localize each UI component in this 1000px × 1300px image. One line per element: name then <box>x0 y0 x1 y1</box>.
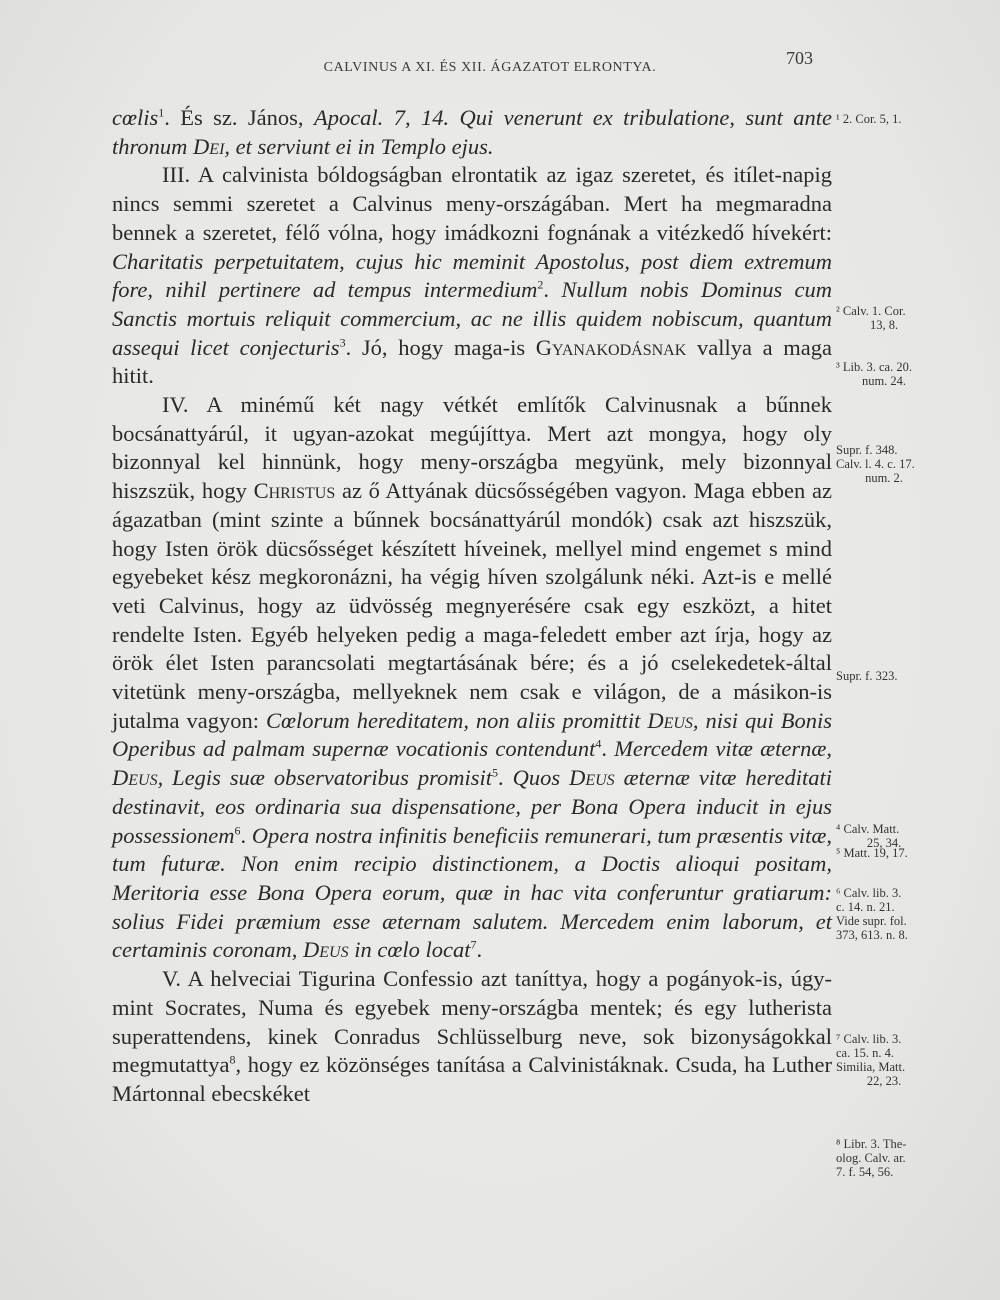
margin-note-line: 7. f. 54, 56. <box>836 1165 894 1179</box>
margin-note-line: ⁵ Matt. 19, 17. <box>836 846 908 860</box>
margin-note-line: ³ Lib. 3. ca. 20. <box>836 360 912 374</box>
latin-quotation: æternæ vitæ hereditati destinavit, eos ordinaria sua dispensatione, per Bona Opera inducit in ejus possessionem <box>112 765 832 848</box>
body-text <box>112 104 832 1109</box>
text-run: az ő Attyának dücsősségében vagyon. Maga ebben az ágazatban (mint szinte a bűnnek bocsánattyárúl mondók) csak azt hiszszük, hogy Isten örök dücsősséget készített híveinek, mellyel mind engemet s mind egyebeket kész megkoronázni, ha végig híven szolgálunk néki. Azt-is e mellé veti Calvinus, hogy az üdvösség megnyerésére csak egy eszközt, a hitet rendelte Isten. Egyéb helyeken pedig a maga-feledett ember azt írja, hogy az örök élet Isten parancsolati megtartásának bére; és a jó cselekedetek-által vitetünk meny-országba, mellyeknek nem csak e világon, de a másikon-is jutalma vagyon: <box>112 478 832 733</box>
footnote-marker: 6 <box>234 823 241 838</box>
margin-notes <box>836 0 1000 1300</box>
text-run: V. A helveciai Tigurina Confessio azt taníttya, hogy a pogányok-is, úgy-mint Socrates, Numa és egyebek meny-országba mentek; és egy lutherista superattendens, kinek Conradus Schlüsselburg neve, sok bizonyságokkal megmutattya <box>112 966 832 1078</box>
margin-note <box>836 669 996 683</box>
margin-note-line: num. 2. <box>865 471 903 485</box>
latin-quotation: Deus <box>112 765 158 791</box>
text-run: . <box>498 765 513 791</box>
margin-note-line: ⁶ Calv. lib. 3. <box>836 886 902 900</box>
latin-quotation: in cœlo locat <box>348 937 471 963</box>
margin-note-line: ¹ 2. Cor. 5, 1. <box>836 112 902 126</box>
latin-quotation: cœlis <box>112 105 159 130</box>
footnote-marker: 3 <box>339 335 346 350</box>
text-run: Christus <box>253 478 336 504</box>
latin-quotation: Mercedem vitæ æternæ, <box>614 736 832 762</box>
margin-note <box>836 886 996 942</box>
margin-note-line: ca. 15. n. 4. <box>836 1046 894 1060</box>
latin-quotation: Dei <box>193 133 225 159</box>
text-run: . <box>543 277 562 303</box>
margin-note <box>836 846 996 860</box>
latin-quotation: , nisi qui Bonis Operibus ad palmam supernæ vocationis contendunt <box>112 707 832 762</box>
margin-note-line: 25, 34. <box>866 836 902 850</box>
margin-note-line: 22, 23. <box>866 1074 902 1088</box>
text-run: . Jó, hogy maga-is <box>345 334 536 360</box>
margin-note-line: num. 24. <box>861 374 907 388</box>
text-run: . <box>240 822 252 848</box>
margin-note-line: ⁸ Libr. 3. The- <box>836 1137 907 1151</box>
margin-note-line: Calv. l. 4. c. 17. <box>836 457 915 471</box>
margin-note-line: 13, 8. <box>869 318 899 332</box>
margin-note <box>836 443 996 485</box>
margin-note-line: Supr. f. 323. <box>836 669 898 683</box>
running-head: CALVINUS A XI. ÉS XII. ÁGAZATOT ELRONTYA. <box>323 60 657 75</box>
footnote-marker: 7 <box>470 937 477 952</box>
text-run: , hogy ez közönséges tanítása a Calvinistáknak. Csuda, ha Luther Mártonnal ebecskéket <box>112 1052 832 1106</box>
margin-note-line: ² Calv. 1. Cor. <box>836 304 906 318</box>
latin-quotation: Apocal. 7, 14. Qui venerunt ex tribulatione, sunt ante thronum <box>112 105 832 159</box>
page-number: 703 <box>786 48 813 68</box>
footnote-marker: 5 <box>492 765 499 780</box>
latin-quotation: Deus <box>569 765 615 791</box>
margin-note <box>836 1137 996 1179</box>
latin-quotation: Cœlorum hereditatem, non aliis promittit <box>265 707 648 733</box>
margin-note-line: Similia, Matt. <box>836 1060 906 1074</box>
text-run: IV. A minémű két nagy vétkét említők Calvinusnak a bűnnek bocsánattyárúl, it ugyan-azokat megújíttya. Mert azt mongya, hogy oly bizonnyal kel hinnünk, hogy meny-országba megyünk, mely bizonnyal hiszszük, hogy <box>112 392 832 504</box>
margin-note <box>836 1032 996 1088</box>
margin-note-line: olog. Calv. ar. <box>836 1151 906 1165</box>
latin-quotation: Deus <box>647 707 693 733</box>
footnote-marker: 4 <box>595 736 602 751</box>
text-run: Gyanakodásnak <box>535 334 687 360</box>
text-run: III. A calvinista bóldogságban elrontatik az igaz szeretet, és itílet-napig nincs semmi szeretet a Calvinus meny-országában. Mert ha megmaradna bennek a szeretet, félő vólna, hogy imádkozni fognának a vitézkedő hívekért: <box>112 162 832 245</box>
latin-quotation: Opera nostra infinitis beneficiis remunerari, tum præsentis vitæ, tum futuræ. Non enim recipio distinctionem, a Doctis alioqui positam, Meritoria esse Bona Opera eorum, quæ in hac vita conferuntur gratiarum: solius Fidei præmium esse æternam salutem. Mercedem enim laborum, et certaminis coronam, <box>112 822 832 963</box>
latin-quotation: Charitatis perpetuitatem, cujus hic meminit Apostolus, post diem extremum fore, nihil pertinere ad tempus intermedium <box>112 248 832 303</box>
latin-quotation: Quos <box>512 765 570 791</box>
latin-quotation: , et serviunt ei in Templo ejus. <box>224 133 494 159</box>
latin-quotation: Nullum nobis Dominus cum Sanctis mortuis reliquit commercium, ac ne illis quidem nobiscum, quantum assequi licet conjecturis <box>112 277 833 360</box>
text-run: vallya a maga hitit. <box>112 334 833 389</box>
paragraph <box>112 391 832 965</box>
margin-note-line: c. 14. n. 21. <box>836 900 895 914</box>
margin-note-line: ⁷ Calv. lib. 3. <box>836 1032 902 1046</box>
margin-note <box>836 304 996 332</box>
margin-note-line: 373, 613. n. 8. <box>836 928 908 942</box>
paragraph <box>112 104 832 161</box>
footnote-marker: 2 <box>537 277 544 292</box>
text-run: . <box>476 937 483 963</box>
latin-quotation: Deus <box>303 937 349 963</box>
latin-quotation: , Legis suæ observatoribus promisit <box>157 765 493 791</box>
paragraph <box>112 965 832 1109</box>
paragraph <box>112 161 832 391</box>
text-run: . És sz. János, <box>164 105 314 130</box>
margin-note-line: Supr. f. 348. <box>836 443 898 457</box>
margin-note-line: ⁴ Calv. Matt. <box>836 822 900 836</box>
text-run: . <box>601 736 615 762</box>
margin-note <box>836 112 996 126</box>
margin-note <box>836 360 996 388</box>
footnote-marker: 8 <box>229 1052 236 1067</box>
footnote-marker: 1 <box>158 105 165 120</box>
margin-note-line: Vide supr. fol. <box>836 914 907 928</box>
